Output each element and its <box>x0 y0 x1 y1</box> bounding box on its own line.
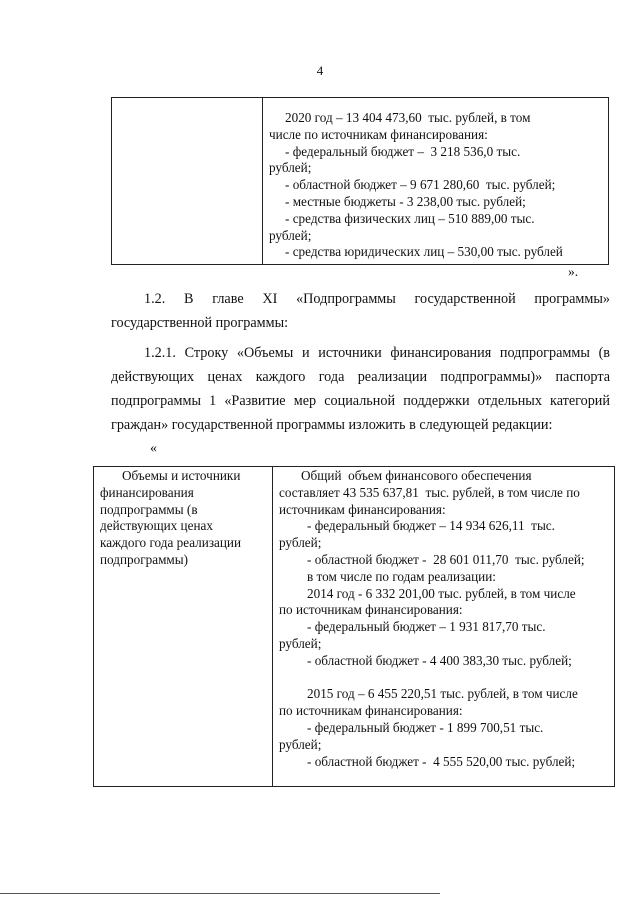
table2-line: по источникам финансирования: <box>279 703 463 719</box>
table2-line: 2015 год – 6 455 220,51 тыс. рублей, в том числе <box>307 686 578 702</box>
table2-line: рублей; <box>279 635 322 651</box>
funding-table <box>93 466 615 787</box>
table1-line: - областной бюджет – 9 671 280,60 тыс. рублей; <box>285 177 556 193</box>
paragraph-1-2-1 <box>111 341 610 437</box>
table2-right-cell <box>273 467 615 787</box>
table2-line: 2014 год - 6 332 201,00 тыс. рублей, в том числе <box>307 585 576 601</box>
paragraph-line: действующих ценах каждого года реализации подпрограммы)» паспорта <box>111 369 610 385</box>
paragraph-1-2 <box>111 287 610 335</box>
table2-line: - областной бюджет - 28 601 011,70 тыс. рублей; <box>307 551 585 567</box>
table2-line: - областной бюджет - 4 400 383,30 тыс. рублей; <box>307 652 572 668</box>
table1-line: - федеральный бюджет – 3 218 536,0 тыс. <box>285 143 521 159</box>
paragraph-line: подпрограммы 1 «Развитие мер социальной поддержки отдельных категорий <box>111 393 610 409</box>
table1-line: числе по источникам финансирования: <box>269 126 488 142</box>
table2-line: по источникам финансирования: <box>279 602 463 618</box>
table2-label-line: действующих ценах <box>100 518 213 534</box>
table2-label-line: каждого года реализации <box>100 535 242 551</box>
table2-label-line: финансирования <box>100 484 194 500</box>
table2-line: Общий объем финансового обеспечения <box>301 468 532 483</box>
paragraph-line: государственной программы: <box>111 315 289 331</box>
table2-label-line: подпрограммы) <box>100 551 189 567</box>
table2-line: - федеральный бюджет – 14 934 626,11 тыс. <box>307 518 555 534</box>
opening-quote: « <box>150 441 157 456</box>
paragraph-line: граждан» государственной программы изложить в следующей редакции: <box>111 417 553 433</box>
table1-line: рублей; <box>269 160 312 176</box>
paragraph-line: 1.2. В главе XI «Подпрограммы государственной программы» <box>144 291 610 307</box>
table2-line: в том числе по годам реализации: <box>307 568 496 584</box>
table2-line: рублей; <box>279 736 322 752</box>
table2-line: - федеральный бюджет – 1 931 817,70 тыс. <box>307 619 546 635</box>
page-number: 4 <box>316 63 324 78</box>
paragraph-line: 1.2.1. Строку «Объемы и источники финансирования подпрограммы (в <box>144 345 610 361</box>
table1-line: рублей; <box>269 227 312 243</box>
table2-label-line: подпрограммы (в <box>100 501 198 517</box>
funding-table-continued <box>111 97 609 265</box>
closing-quote: ». <box>568 264 579 279</box>
table2-line: - областной бюджет - 4 555 520,00 тыс. рублей; <box>307 753 576 769</box>
table2-line <box>279 670 610 687</box>
table2-line: составляет 43 535 637,81 тыс. рублей, в том числе по <box>279 484 580 500</box>
table2-line: - федеральный бюджет - 1 899 700,51 тыс. <box>307 719 544 735</box>
table1-left-cell <box>112 98 263 265</box>
bottom-rule <box>0 893 440 894</box>
table2-line: источникам финансирования: <box>279 501 446 517</box>
table2-line: рублей; <box>279 535 322 551</box>
table1-line: - средства физических лиц – 510 889,00 тыс. <box>285 210 535 226</box>
table2-left-cell <box>94 467 273 787</box>
table2-label-line: Объемы и источники <box>122 468 241 483</box>
table1-right-cell <box>263 98 609 265</box>
table1-line: - местные бюджеты - 3 238,00 тыс. рублей; <box>285 193 526 209</box>
table1-line: 2020 год – 13 404 473,60 тыс. рублей, в том <box>285 110 531 125</box>
table1-line: - средства юридических лиц – 530,00 тыс. рублей <box>285 244 563 260</box>
